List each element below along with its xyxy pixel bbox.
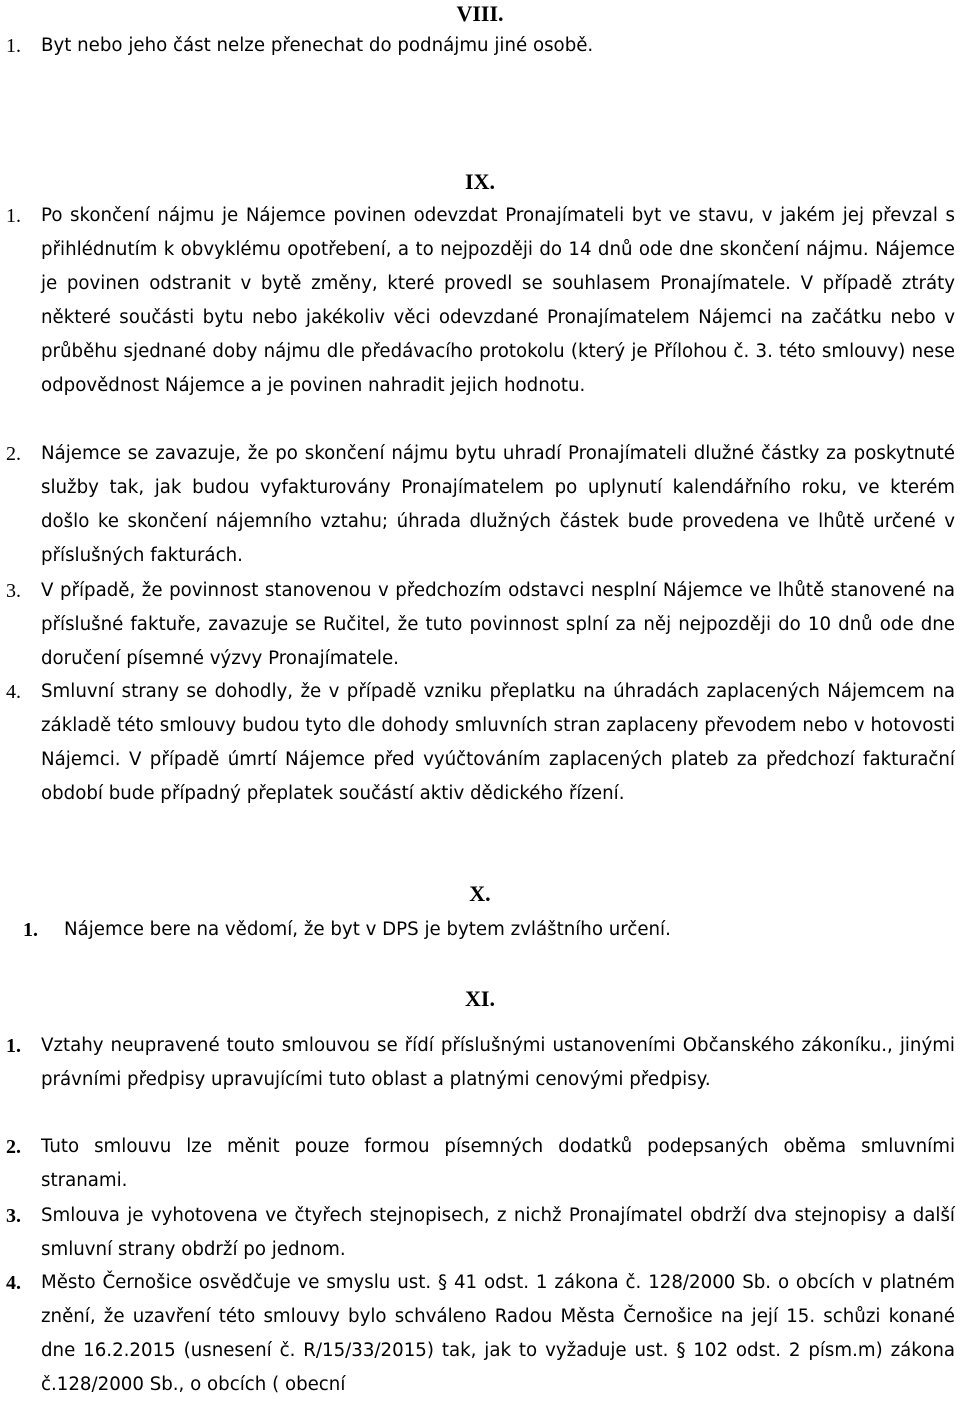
item-text: Město Černošice osvědčuje ve smyslu ust. § 41 odst. 1 zákona č. 128/2000 Sb. o obcích v platném znění, že uzavření této smlouvy bylo schváleno Radou Města Černošice na její 15. schůzi konané dne 16.2.2015 (usnesení č. R/15/33/2015) tak, jak to vyžaduje ust. § 102 odst. 2 písm.m) zákona č.128/2000 Sb., o obcích ( obecní	[41, 1272, 955, 1395]
item-number: 4.	[6, 1272, 21, 1294]
item-text: Smluvní strany se dohodly, že v případě vzniku přeplatku na úhradách zaplacených Nájemcem na základě této smlouvy budou tyto dle dohody smluvních stran zaplaceny převodem nebo v hotovosti Nájemci. V případě úmrtí Nájemce před vyúčtováním zaplacených plateb za předchozí fakturační období bude případný přeplatek součástí aktiv dědického řízení.	[41, 681, 955, 804]
item-text: Tuto smlouvu lze měnit pouze formou písemných dodatků podepsaných oběma smluvními stranami.	[41, 1136, 955, 1191]
item-text: Smlouva je vyhotovena ve čtyřech stejnopisech, z nichž Pronajímatel obdrží dva stejnopisy a další smluvní strany obdrží po jednom.	[41, 1205, 955, 1260]
item-number: 1.	[6, 1035, 21, 1057]
section-heading-xi: XI.	[465, 986, 495, 1011]
item-number: 1.	[6, 205, 21, 227]
item-number: 3.	[6, 580, 21, 602]
section-heading-viii: VIII.	[456, 1, 504, 26]
section-heading-ix: IX.	[465, 169, 495, 194]
item-text: Nájemce se zavazuje, že po skončení nájmu bytu uhradí Pronajímateli dlužné částky za poskytnuté služby tak, jak budou vyfakturovány Pronajímatelem po uplynutí kalendářního roku, ve kterém došlo ke skončení nájemního vztahu; úhrada dlužných částek bude provedena ve lhůtě určené v příslušných fakturách.	[41, 443, 955, 566]
item-number: 1.	[23, 919, 38, 941]
section-heading-x: X.	[469, 881, 491, 906]
item-text: Byt nebo jeho část nelze přenechat do podnájmu jiné osobě.	[41, 35, 594, 56]
item-text: Vztahy neupravené touto smlouvou se řídí příslušnými ustanoveními Občanského zákoníku., jinými právními předpisy upravujícími tuto oblast a platnými cenovými předpisy.	[41, 1035, 955, 1090]
item-number: 3.	[6, 1205, 21, 1227]
item-number: 2.	[6, 443, 21, 465]
item-text: Po skončení nájmu je Nájemce povinen odevzdat Pronajímateli byt ve stavu, v jakém jej převzal s přihlédnutím k obvyklému opotřebení, a to nejpozději do 14 dnů ode dne skončení nájmu. Nájemce je povinen odstranit v bytě změny, které provedl se souhlasem Pronajímatele. V případě ztráty některé součásti bytu nebo jakékoliv věci odevzdané Pronajímatelem Nájemci na začátku nebo v průběhu sjednané doby nájmu dle předávacího protokolu (který je Přílohou č. 3. této smlouvy) nese odpovědnost Nájemce a je povinen nahradit jejich hodnotu.	[41, 205, 955, 396]
item-number: 4.	[6, 681, 21, 703]
item-text: Nájemce bere na vědomí, že byt v DPS je bytem zvláštního určení.	[64, 919, 671, 940]
item-number: 2.	[6, 1136, 21, 1158]
item-text: V případě, že povinnost stanovenou v předchozím odstavci nesplní Nájemce ve lhůtě stanovené na příslušné faktuře, zavazuje se Ručitel, že tuto povinnost splní za něj nejpozději do 10 dnů ode dne doručení písemné výzvy Pronajímatele.	[41, 580, 955, 669]
item-number: 1.	[6, 35, 21, 57]
